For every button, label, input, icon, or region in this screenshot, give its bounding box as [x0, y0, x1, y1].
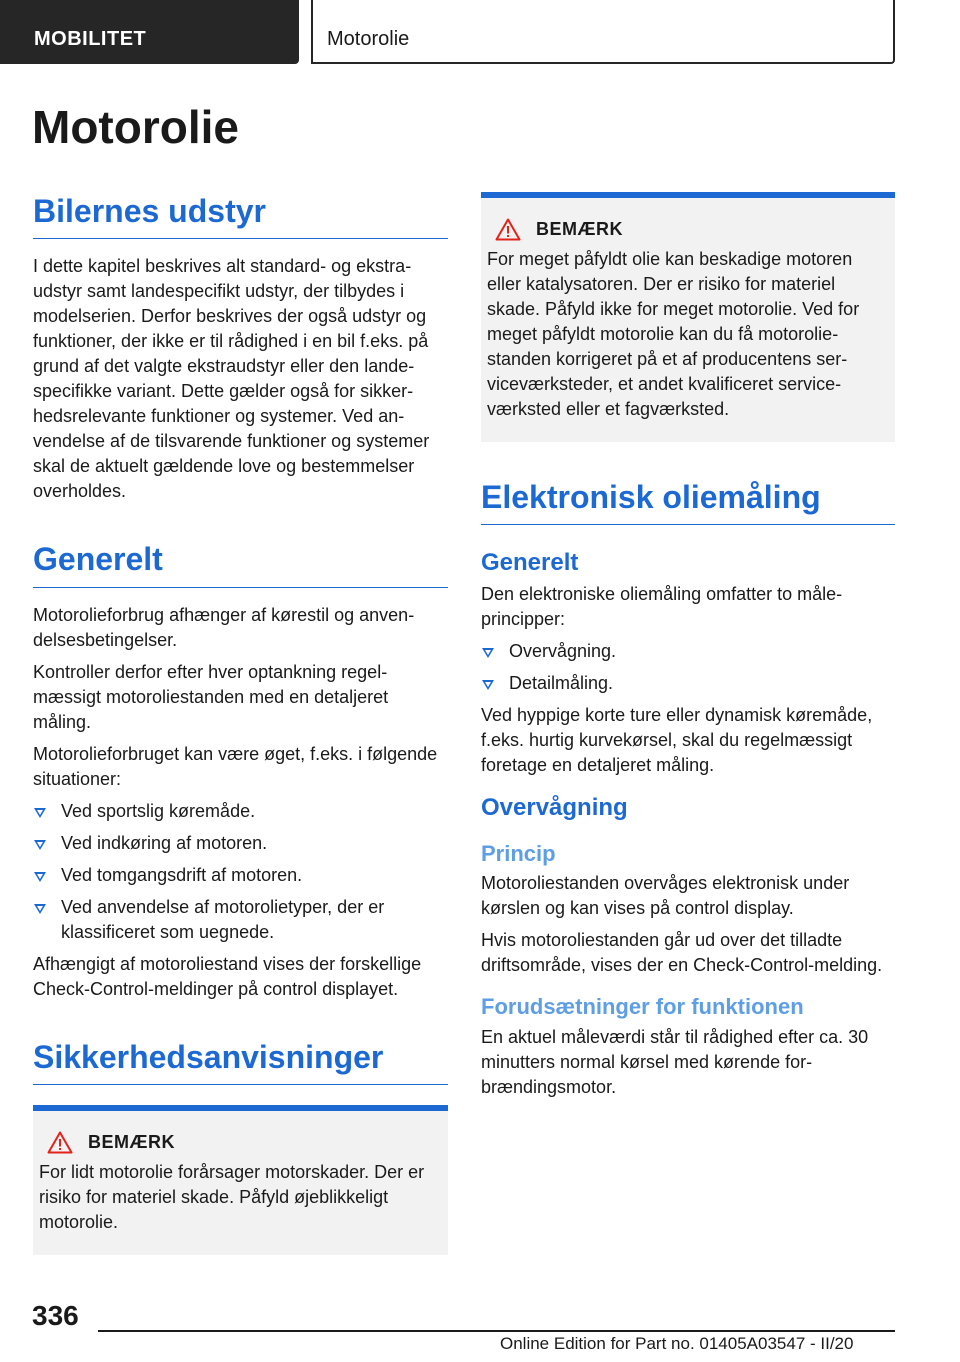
triangle-bullet-icon	[482, 648, 494, 658]
topic-tab	[311, 0, 895, 64]
subheading-princip: Princip	[481, 840, 556, 866]
triangle-bullet-icon	[34, 840, 46, 850]
list-item: Ved anvendelse af motorolietyper, der er klassificeret som uegnede.	[33, 895, 448, 945]
list-item: Overvågning.	[481, 639, 895, 664]
page-title: Motorolie	[32, 101, 239, 153]
list-item: Ved sportslig køremåde.	[33, 799, 448, 824]
notice-header	[487, 218, 887, 241]
heading-sikkerhedsanvisninger: Sikkerhedsanvisninger	[33, 1038, 448, 1085]
heading-generelt: Generelt	[33, 540, 448, 587]
triangle-bullet-icon	[34, 904, 46, 914]
paragraph-principles: Den elektroniske oliemåling omfatter to måleprincipper:	[481, 584, 843, 630]
paragraph-consumption: Motorolieforbrug afhænger af kørestil og anvendelsesbetingelser.	[33, 604, 415, 650]
triangle-bullet-icon	[34, 808, 46, 818]
page-number: 336	[32, 1300, 79, 1331]
notice-text: For lidt motorolie forårsager motorskader. Der er risiko for materiel skade. Påfyld øjeblikkeligt motorolie.	[39, 1162, 425, 1233]
heading-bilernes-udstyr: Bilernes udstyr	[33, 192, 448, 239]
paragraph-equipment: I dette kapitel beskrives alt standard- og ekstraudstyr samt landespecifikt udstyr, der tilbydes i modelserien. Derfor beskrives der også udstyr og funktioner, der ikke er til rådighed i en bil f.eks. på grund af det valgte ekstraudstyr eller den landespecifikke variant. Dette gælder også for sikkerhedsrelevante funktioner og systemer. Ved anvendelse af de tilsvarende funktioner og systemer skal de aktuelt gældende love og bestemmelser overholdes.	[33, 256, 430, 502]
notice-label: BEMÆRK	[88, 1132, 175, 1153]
right-column	[481, 192, 895, 1107]
list-item: Detailmåling.	[481, 671, 895, 696]
footer-divider	[98, 1330, 895, 1332]
notice-text: For meget påfyldt olie kan beskadige motoren eller katalysatoren. Der er risiko for materiel skade. Påfyld ikke for meget motorolie. Ved for meget påfyldt motorolie kan du få motoroliestanden korrigeret på et af producentens serviceværksteder, et andet kvalificeret serviceværksted eller et fagværksted.	[487, 249, 860, 419]
warning-icon	[47, 1131, 73, 1154]
left-column	[33, 192, 448, 1285]
paragraph-out-of-range: Hvis motoroliestanden går ud over det tilladte driftsområde, vises der en Check-Control-melding.	[481, 930, 883, 976]
paragraph-check-control: Afhængigt af motoroliestand vises der forskellige Check-Control-meldinger på control displayet.	[33, 953, 422, 999]
list-item: Ved indkøring af motoren.	[33, 831, 448, 856]
subheading-forudsaetninger: Forudsætninger for funktionen	[481, 994, 804, 1020]
paragraph-increased: Motorolieforbruget kan være øget, f.eks. i følgende situationer:	[33, 743, 438, 789]
warning-icon	[495, 218, 521, 241]
situations-list	[33, 799, 448, 945]
list-item: Ved tomgangsdrift af motoren.	[33, 863, 448, 888]
section-tab	[0, 0, 299, 64]
principles-list	[481, 639, 895, 696]
topic-label: Motorolie	[327, 28, 410, 50]
triangle-bullet-icon	[482, 680, 494, 690]
notice-header	[39, 1131, 440, 1154]
notice-box	[33, 1105, 448, 1255]
paragraph-short-trips: Ved hyppige korte ture eller dynamisk køremåde, f.eks. hurtig kurvekørsel, skal du regelmæssigt foretage en detaljeret måling.	[481, 705, 873, 776]
triangle-bullet-icon	[34, 872, 46, 882]
heading-elektronisk-oliemaaling: Elektronisk oliemåling	[481, 478, 895, 525]
edition-footer: Online Edition for Part no. 01405A03547 - II/20	[500, 1334, 854, 1353]
paragraph-measurement-available: En aktuel måleværdi står til rådighed efter ca. 30 minutters normal kørsel med kørende forbrændingsmotor.	[481, 1026, 869, 1097]
subheading-overvaagning: Overvågning	[481, 794, 628, 822]
paragraph-monitoring: Motoroliestanden overvåges elektronisk under kørslen og kan vises på control display.	[481, 873, 850, 919]
subheading-generelt: Generelt	[481, 549, 579, 577]
notice-box	[481, 192, 895, 442]
paragraph-check-level: Kontroller derfor efter hver optankning regelmæssigt motoroliestanden med en detaljeret måling.	[33, 661, 389, 732]
notice-label: BEMÆRK	[536, 219, 623, 239]
section-label: MOBILITET	[34, 28, 147, 50]
